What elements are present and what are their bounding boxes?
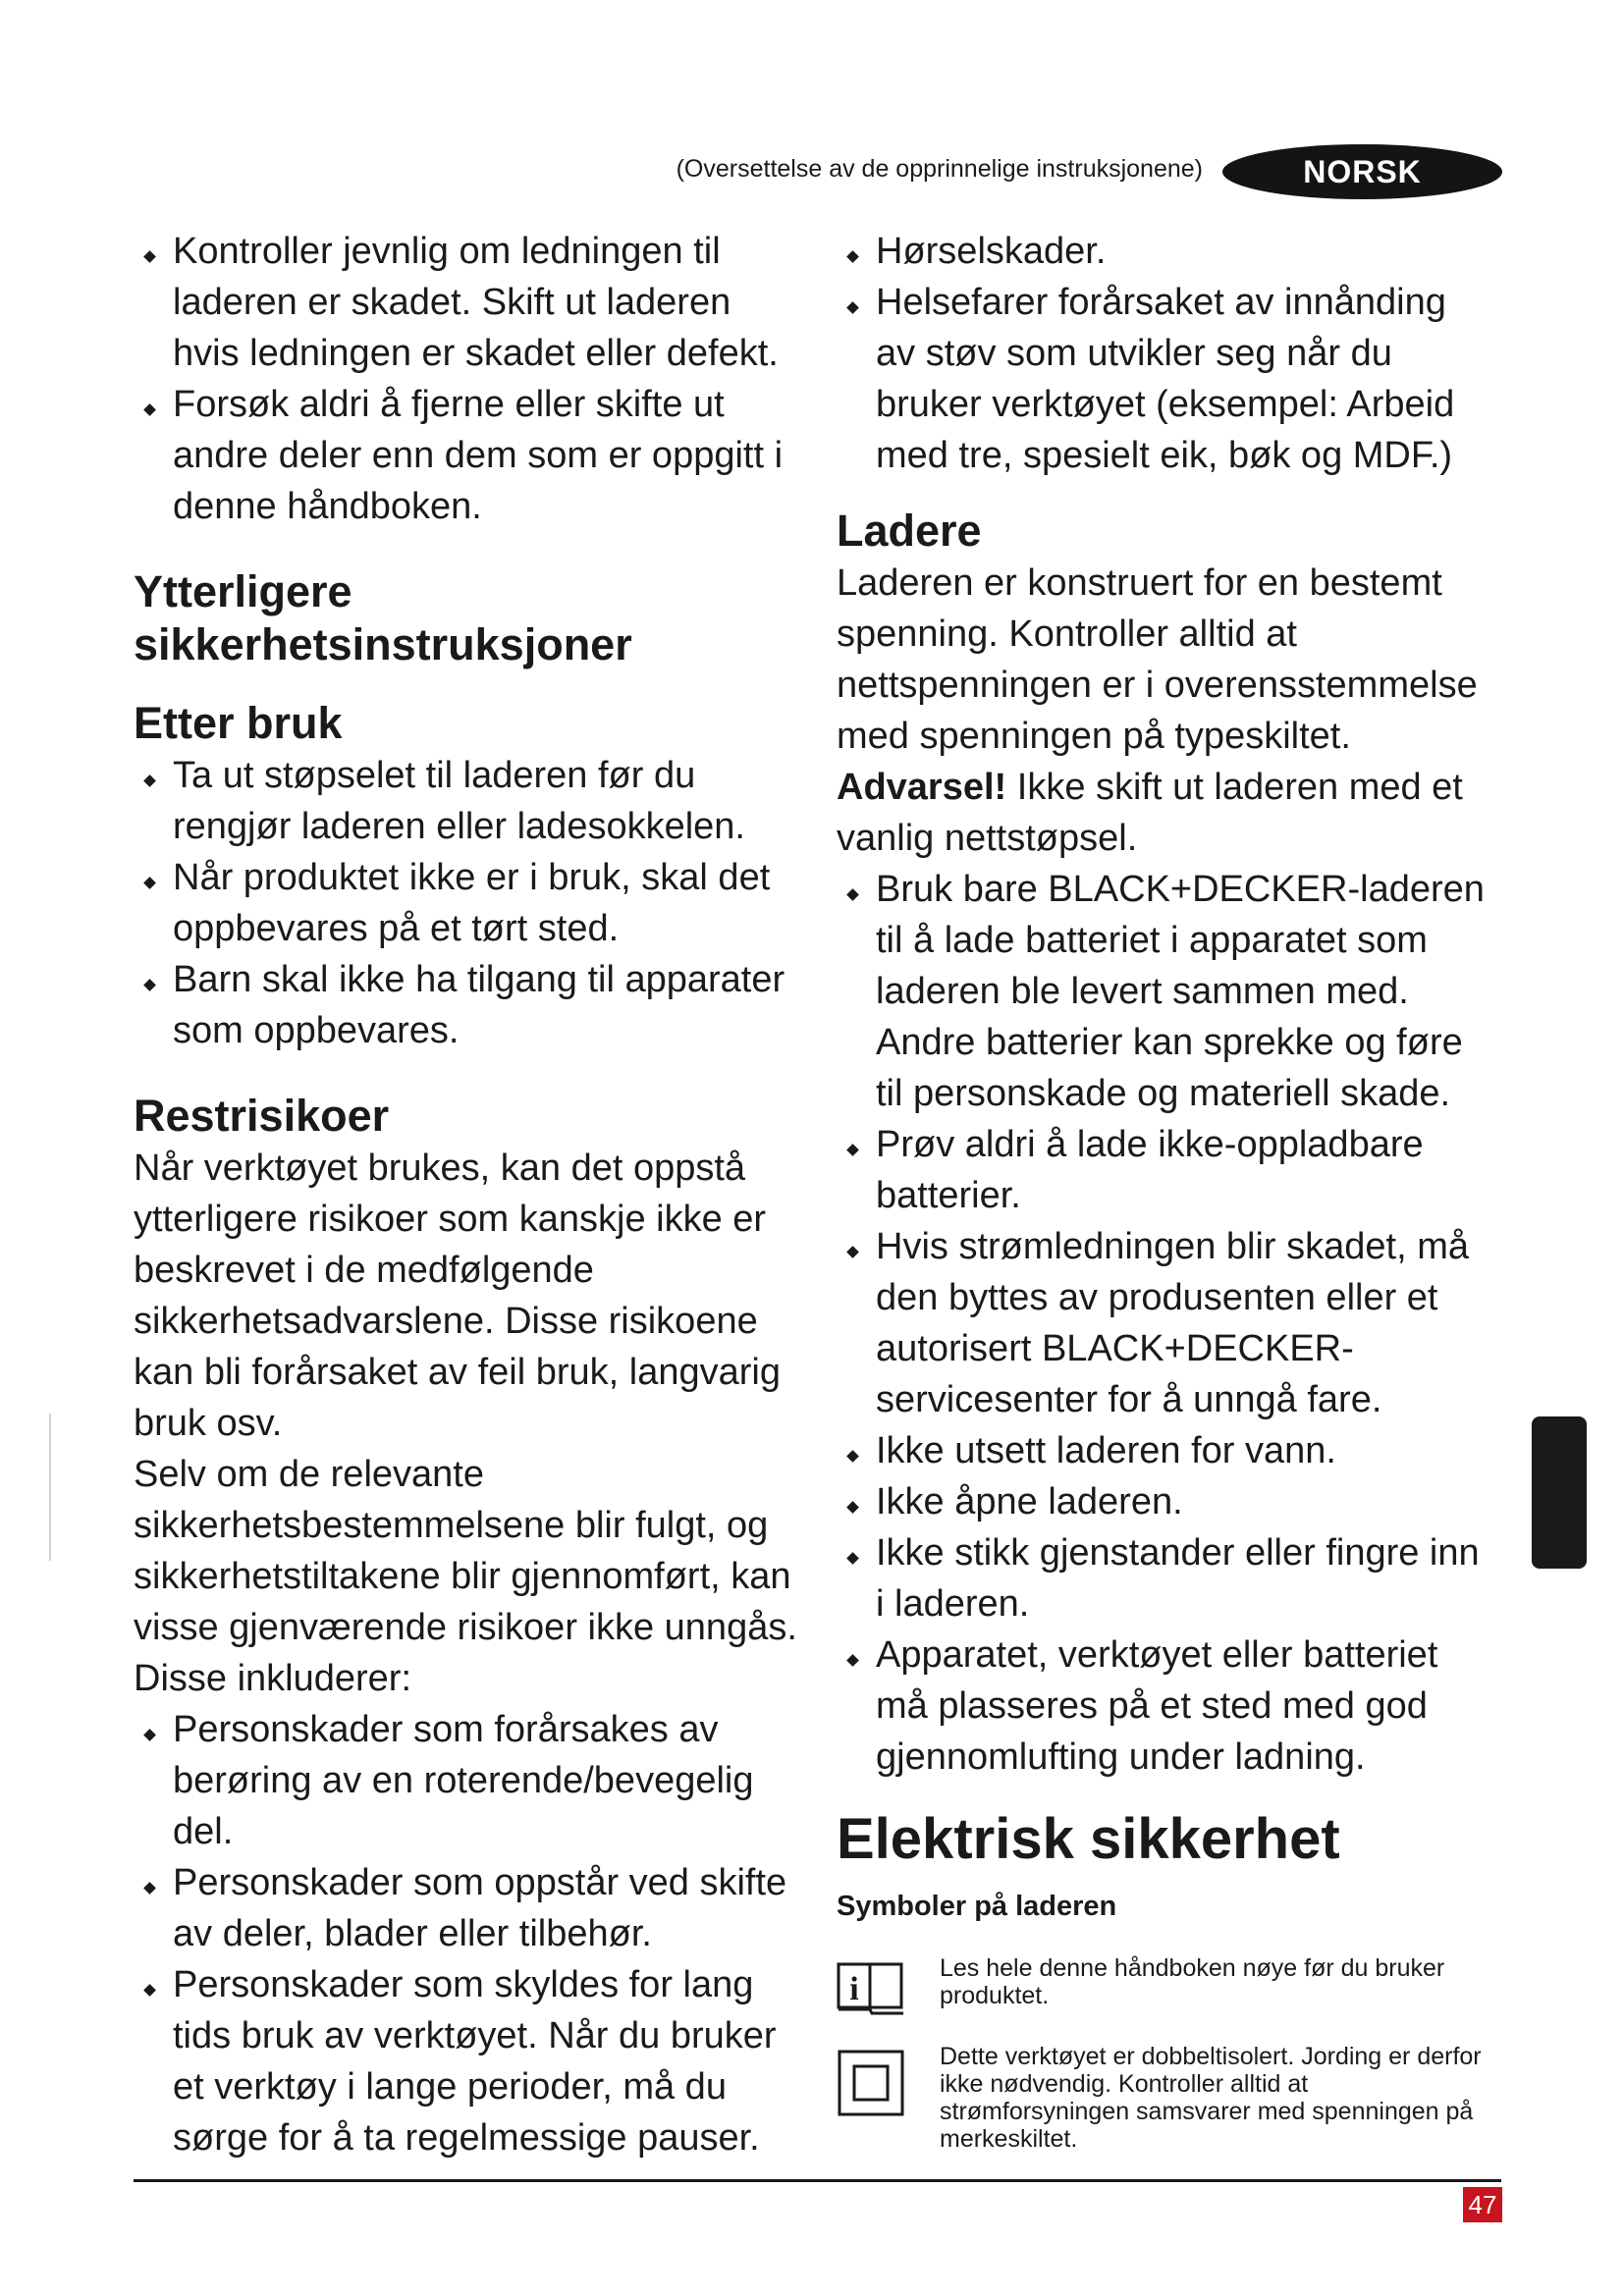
symbol-description: Dette verktøyet er dobbeltisolert. Jording er derfor ikke nødvendig. Kontroller alltid at strømforsyningen samsvarer med spenningen på merkeskiltet. bbox=[940, 2043, 1482, 2153]
bullet-icon bbox=[143, 877, 156, 889]
list-item: Helsefarer forårsaket av innånding av støv som utvikler seg når du bruker verktøyet (eksempel: Arbeid med tre, spesielt eik, bøk og MDF.) bbox=[837, 277, 1494, 481]
language-badge: NORSK bbox=[1222, 144, 1502, 199]
list-item: Ikke stikk gjenstander eller fingre inn i laderen. bbox=[837, 1527, 1494, 1629]
list-item: Personskader som forårsakes av berøring av en roterende/bevegelig del. bbox=[134, 1704, 801, 1857]
residual-risks-bullets bbox=[134, 1704, 801, 2163]
bullet-icon bbox=[846, 888, 859, 901]
translation-note: (Oversettelse av de opprinnelige instruksjonene) bbox=[676, 155, 1203, 183]
bullet-icon bbox=[143, 774, 156, 787]
bullet-icon bbox=[143, 979, 156, 991]
chargers-paragraph: Laderen er konstruert for en bestemt spenning. Kontroller alltid at nettspenningen er i overensstemmelse med spenningen på typeskiltet. bbox=[837, 562, 1478, 757]
residual-risks-bullets-cont bbox=[837, 226, 1494, 481]
bullet-icon bbox=[143, 1984, 156, 1997]
section-tab-marker bbox=[1532, 1416, 1587, 1569]
list-item: Hvis strømledningen blir skadet, må den byttes av produsenten eller et autorisert BLACK+DECKER-servicesenter for å unngå fare. bbox=[837, 1221, 1494, 1425]
page-number: 47 bbox=[1463, 2187, 1502, 2222]
section-title-residual-risks: Restrisikoer bbox=[134, 1091, 390, 1141]
list-item: Ikke åpne laderen. bbox=[837, 1476, 1494, 1527]
right-column bbox=[837, 226, 1494, 2153]
bullet-icon bbox=[846, 1501, 859, 1514]
symbols-subtitle: Symboler på laderen bbox=[837, 1891, 1117, 1922]
bullet-icon bbox=[846, 301, 859, 314]
bullet-icon bbox=[846, 1144, 859, 1156]
list-item: Hørselskader. bbox=[837, 226, 1494, 277]
list-item: Ta ut støpselet til laderen før du rengjør laderen eller ladesokkelen. bbox=[134, 750, 801, 852]
section-title-additional-safety: Ytterligere sikkerhetsinstruksjoner bbox=[134, 566, 632, 669]
bullet-icon bbox=[143, 250, 156, 263]
list-item: Forsøk aldri å fjerne eller skifte ut andre deler enn dem som er oppgitt i denne håndboken. bbox=[134, 379, 801, 532]
symbol-description: Les hele denne håndboken nøye før du bruker produktet. bbox=[940, 1954, 1445, 2009]
list-item: Ikke utsett laderen for vann. bbox=[837, 1425, 1494, 1476]
bullet-icon bbox=[143, 1882, 156, 1895]
margin-marker bbox=[49, 1414, 51, 1561]
warning-text: Ikke skift ut laderen med et vanlig nettstøpsel. bbox=[837, 767, 1463, 859]
list-item: Apparatet, verktøyet eller batteriet må plasseres på et sted med god gjennomlufting under ladning. bbox=[837, 1629, 1494, 1783]
chargers-bullets bbox=[837, 864, 1494, 1783]
section-title-after-use: Etter bruk bbox=[134, 698, 343, 748]
bullet-icon bbox=[846, 1246, 859, 1258]
list-item: Kontroller jevnlig om ledningen til laderen er skadet. Skift ut laderen hvis ledningen er skadet eller defekt. bbox=[134, 226, 801, 379]
bullet-icon bbox=[846, 1450, 859, 1463]
svg-text:i: i bbox=[849, 1971, 859, 2007]
list-item: Når produktet ikke er i bruk, skal det oppbevares på et tørt sted. bbox=[134, 852, 801, 954]
double-insulation-icon bbox=[837, 2049, 905, 2117]
chargers-warning bbox=[837, 762, 1494, 864]
list-item: Personskader som skyldes for lang tids bruk av verktøyet. Når du bruker et verktøy i lange perioder, må du sørge for å ta regelmessige pauser. bbox=[134, 1959, 801, 2163]
bullet-icon bbox=[846, 1552, 859, 1565]
list-item: Personskader som oppstår ved skifte av deler, blader eller tilbehør. bbox=[134, 1857, 801, 1959]
left-column bbox=[134, 226, 801, 2163]
section-title-electrical-safety: Elektrisk sikkerhet bbox=[837, 1807, 1340, 1871]
charger-cable-bullets bbox=[134, 226, 801, 532]
residual-risks-paragraph-2: Selv om de relevante sikkerhetsbestemmelsene blir fulgt, og sikkerhetstiltakene blir gjennomført, kan visse gjenværende risikoer ikke unngås. Disse inkluderer: bbox=[134, 1454, 797, 1699]
symbol-row-read-manual bbox=[837, 1954, 1494, 2017]
list-item: Bruk bare BLACK+DECKER-laderen til å lade batteriet i apparatet som laderen ble levert sammen med. Andre batterier kan sprekke og føre til personskade og materiell skade. bbox=[837, 864, 1494, 1119]
list-item: Prøv aldri å lade ikke-oppladbare batterier. bbox=[837, 1119, 1494, 1221]
section-title-chargers: Ladere bbox=[837, 506, 982, 556]
bullet-icon bbox=[143, 403, 156, 416]
bullet-icon bbox=[846, 250, 859, 263]
symbol-row-double-insulation bbox=[837, 2043, 1494, 2153]
footer-divider bbox=[134, 2179, 1501, 2182]
warning-label: Advarsel! bbox=[837, 767, 1007, 808]
bullet-icon bbox=[143, 1729, 156, 1741]
after-use-bullets bbox=[134, 750, 801, 1056]
list-item: Barn skal ikke ha tilgang til apparater som oppbevares. bbox=[134, 954, 801, 1056]
residual-risks-paragraph: Når verktøyet brukes, kan det oppstå ytterligere risikoer som kanskje ikke er beskrevet i de medfølgende sikkerhetsadvarslene. Disse risikoene kan bli forårsaket av feil bruk, langvarig bruk osv. bbox=[134, 1148, 781, 1444]
read-manual-icon bbox=[837, 1960, 905, 2015]
bullet-icon bbox=[846, 1654, 859, 1667]
